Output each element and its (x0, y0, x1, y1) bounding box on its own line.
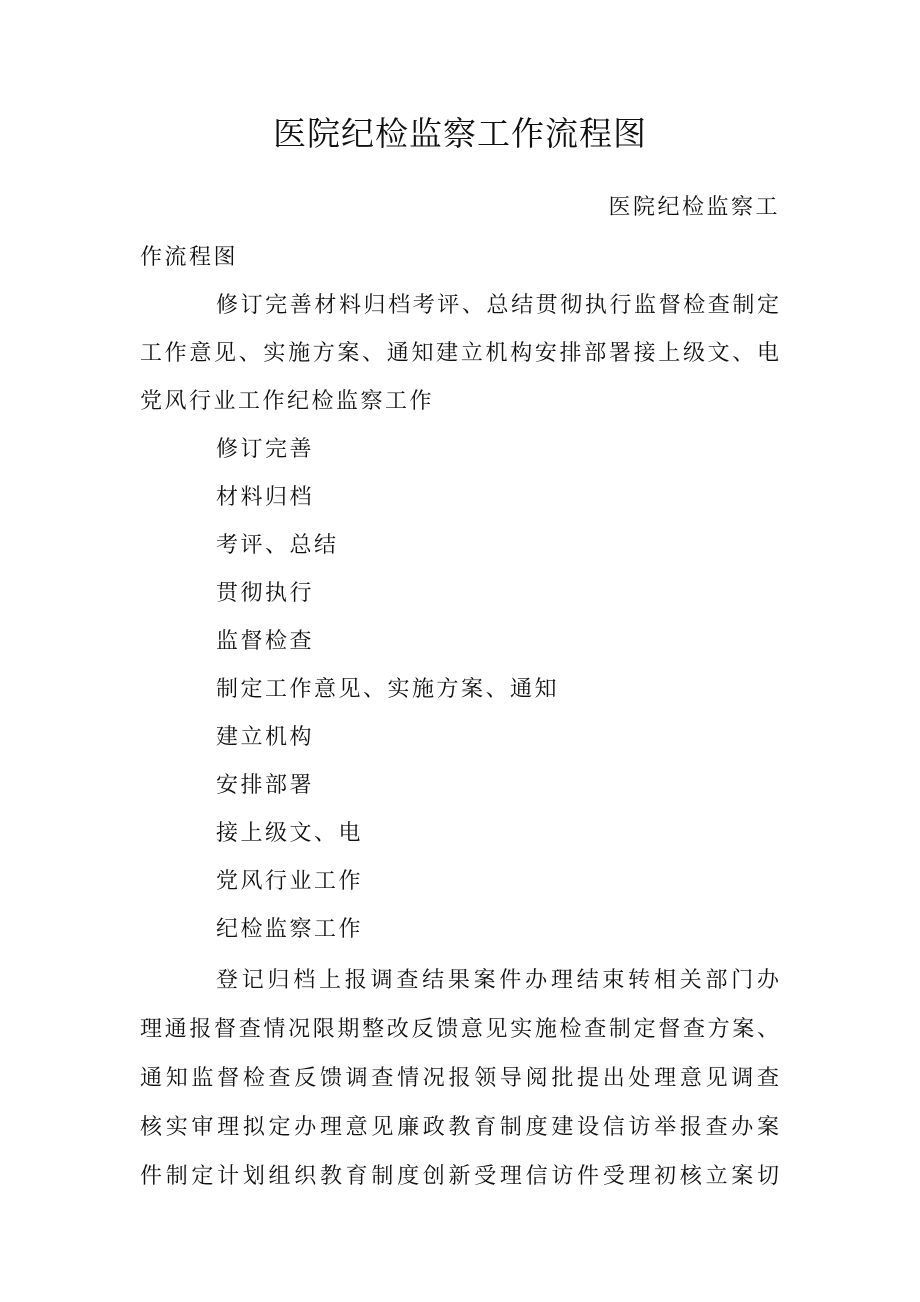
paragraph-2-line-4: 核实审理拟定办理意见廉政教育制度建设信访举报查办案 (140, 1115, 780, 1140)
list-item: 纪检监察工作 (216, 917, 364, 942)
right-aligned-header: 医院纪检监察工 (608, 195, 780, 220)
header-continuation: 作流程图 (140, 245, 239, 270)
paragraph-1-line-2: 工作意见、实施方案、通知建立机构安排部署接上级文、电 (140, 341, 780, 366)
list-item: 制定工作意见、实施方案、通知 (216, 677, 560, 702)
list-item: 考评、总结 (216, 533, 339, 558)
list-item: 材料归档 (216, 485, 315, 510)
paragraph-1-line-3: 党风行业工作纪检监察工作 (140, 389, 435, 414)
paragraph-1-line-1: 修订完善材料归档考评、总结贯彻执行监督检查制定 (216, 293, 780, 318)
document-title: 医院纪检监察工作流程图 (273, 114, 647, 153)
list-item: 监督检查 (216, 629, 315, 654)
list-item: 安排部署 (216, 773, 315, 798)
list-item: 建立机构 (216, 725, 315, 750)
list-item: 接上级文、电 (216, 821, 364, 846)
paragraph-2-line-1: 登记归档上报调查结果案件办理结束转相关部门办 (216, 968, 780, 993)
list-item: 党风行业工作 (216, 869, 364, 894)
list-item: 贯彻执行 (216, 581, 315, 606)
list-item: 修订完善 (216, 437, 315, 462)
paragraph-2-line-2: 理通报督查情况限期整改反馈意见实施检查制定督查方案、 (140, 1017, 780, 1042)
paragraph-2-line-5: 件制定计划组织教育制度创新受理信访件受理初核立案切 (140, 1164, 780, 1189)
paragraph-2-line-3: 通知监督检查反馈调查情况报领导阅批提出处理意见调查 (140, 1066, 780, 1091)
